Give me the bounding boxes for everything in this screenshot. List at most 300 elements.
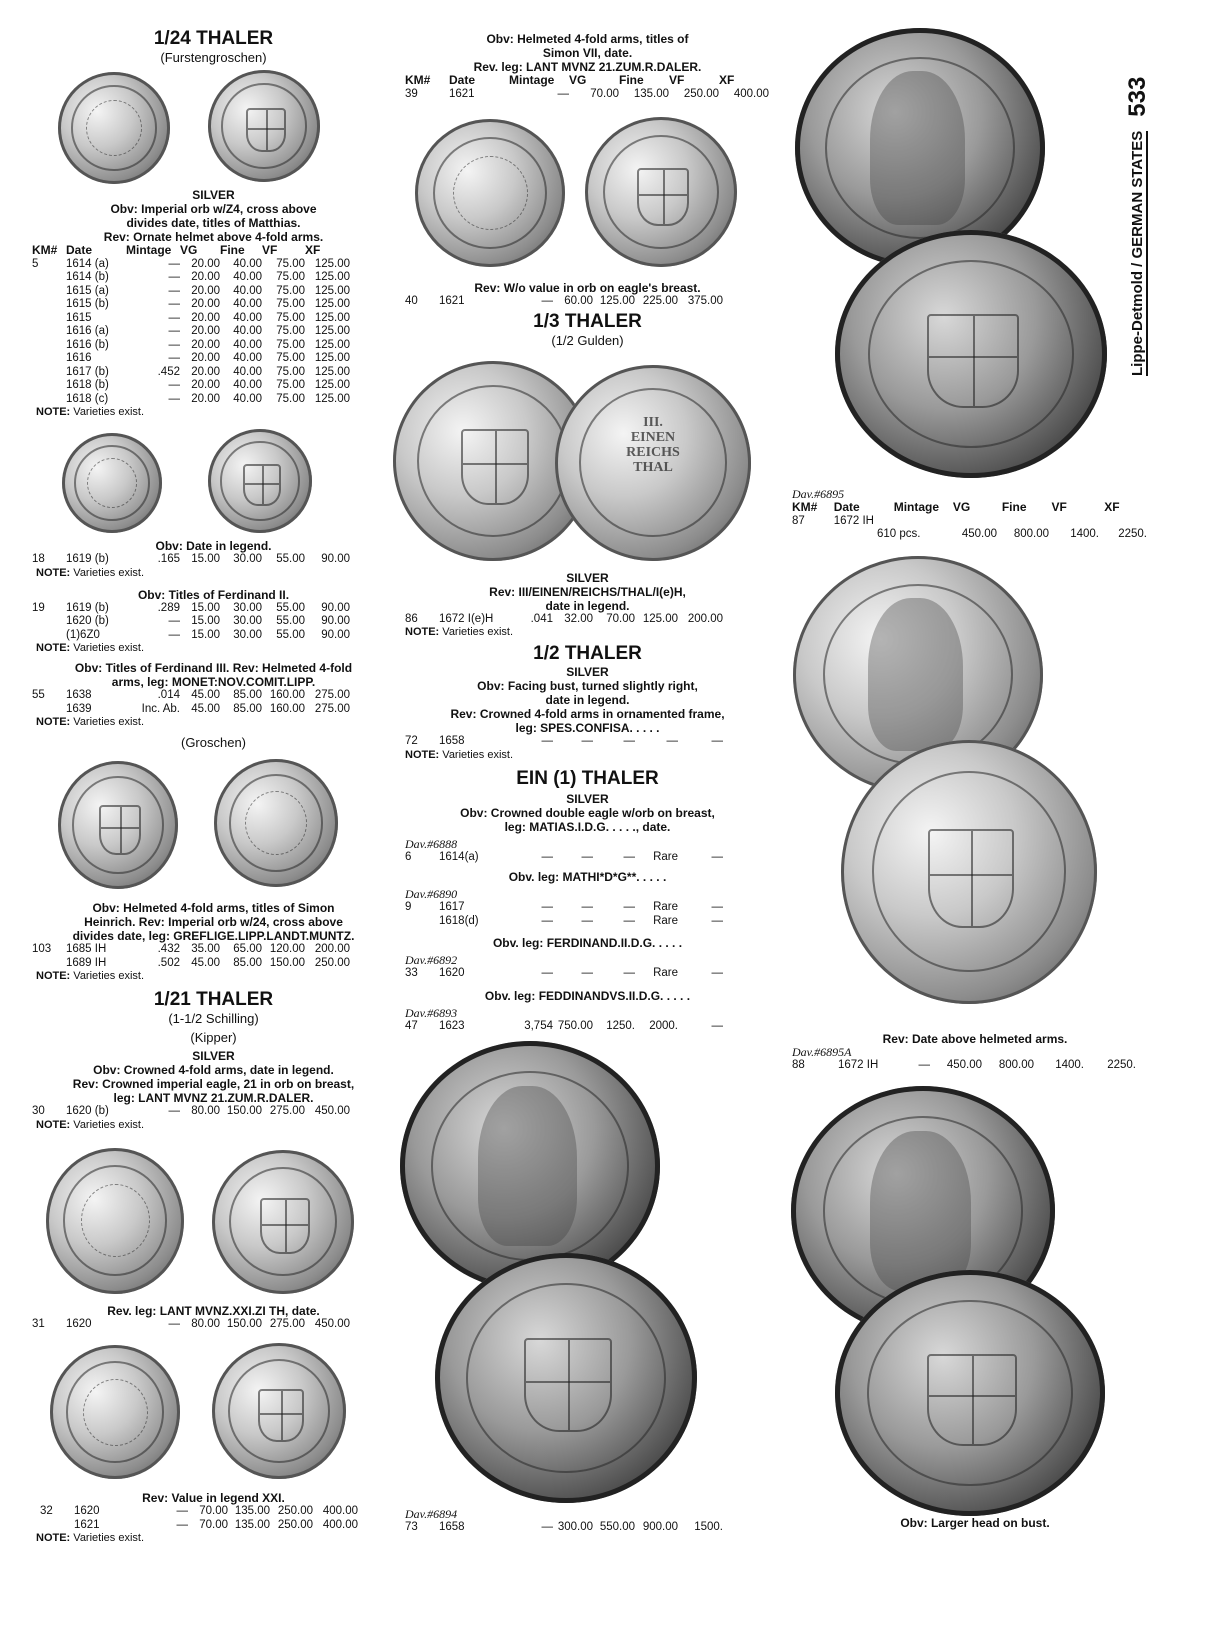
table-cell: — (168, 284, 180, 297)
table-cell: 1617 (b) (66, 365, 109, 378)
note-varieties: NOTE: Varieties exist. (36, 642, 145, 654)
table-cell: — (168, 352, 180, 364)
table-cell: 1621 (439, 295, 465, 307)
table-cell (32, 393, 66, 407)
coin-images-km32 (36, 1331, 391, 1491)
price-table-km18 (32, 553, 350, 567)
table-cell: 75.00 (276, 284, 305, 297)
table-cell: 20.00 (191, 284, 220, 297)
table-row (405, 88, 769, 102)
table-cell (40, 1519, 74, 1533)
table-row (405, 295, 723, 309)
table-cell: 20.00 (191, 392, 220, 405)
table-cell: 80.00 (191, 1317, 220, 1330)
header-location: Lippe-Detmold / GERMAN STATES (1128, 130, 1146, 376)
coin-images-km103 (36, 751, 391, 901)
table-cell: 20.00 (191, 352, 220, 364)
table-cell: 1500. (694, 1521, 723, 1533)
table-cell: 125.00 (314, 379, 350, 391)
table-cell: 1620 (b) (66, 1105, 109, 1117)
km18-description: Obv: Date in legend. (155, 539, 272, 553)
table-cell: .165 (157, 553, 180, 565)
coin-images-km73 (405, 1033, 770, 1508)
table-cell: 20.00 (191, 298, 220, 310)
table-cell (1002, 515, 1052, 529)
coin-reverse-image (435, 1253, 697, 1503)
table-row (405, 1020, 723, 1034)
table-cell: — (581, 850, 593, 863)
table-cell: 40.00 (233, 311, 262, 324)
table-row (32, 352, 350, 366)
table-row (32, 312, 350, 326)
dav-number: Dav.#6888 (405, 836, 458, 851)
section-title-1-3-thaler: 1/3 THALER (533, 310, 642, 332)
table-cell: — (168, 628, 180, 641)
table-cell: 1619 (b) (66, 601, 109, 614)
table-cell: 15.00 (191, 628, 220, 641)
table-cell: 39 (405, 87, 418, 100)
dav-number: Dav.#6892 (405, 953, 458, 967)
price-table-km47 (405, 1020, 723, 1034)
price-table-km31 (32, 1318, 350, 1332)
table-cell: 1620 (439, 967, 465, 979)
table-cell: 75.00 (276, 311, 305, 324)
table-cell: — (711, 914, 723, 927)
coin-obverse-image (795, 28, 1045, 268)
table-cell: 80.00 (191, 1105, 220, 1117)
table-row (32, 689, 350, 703)
table-cell: 40.00 (233, 379, 262, 391)
km30-description: SILVER Obv: Crowned 4-fold arms, date in legend. Rev: Crowned imperial eagle, 21 in orb on breast, leg: LANT MVNZ 21.ZUM.R.DALER. (72, 1049, 355, 1105)
coin-obverse-image (58, 72, 170, 184)
table-cell: — (168, 311, 180, 324)
table-cell: — (168, 257, 180, 270)
section-subtitle-kipper: (Kipper) (190, 1030, 237, 1045)
note-varieties: NOTE: Varieties exist. (405, 626, 514, 638)
table-cell: 15.00 (191, 601, 220, 614)
table-cell: — (541, 295, 553, 307)
coin-obverse-image (58, 761, 178, 889)
coin-reverse-image (585, 117, 737, 267)
table-cell: 150.00 (269, 956, 305, 969)
table-cell: — (623, 735, 635, 747)
note-varieties: NOTE: Varieties exist. (36, 1118, 145, 1131)
table-cell: 400.00 (322, 1518, 358, 1531)
table-cell: 103 (32, 943, 52, 955)
table-cell: 31 (32, 1317, 45, 1330)
table-row (40, 1505, 358, 1519)
table-row (32, 285, 350, 299)
table-cell: 30.00 (233, 601, 262, 614)
table-cell: 90.00 (321, 615, 350, 627)
price-table-km103 (32, 943, 350, 970)
table-cell: 135.00 (234, 1518, 270, 1531)
table-row (32, 271, 350, 285)
table-cell: 90.00 (321, 628, 350, 641)
table-cell: 75.00 (276, 365, 305, 378)
table-cell: 1620 (66, 1317, 92, 1330)
table-cell (32, 379, 66, 393)
table-cell: 75.00 (276, 392, 305, 405)
coin-images-final (795, 1072, 1155, 1520)
table-cell: 87 (792, 514, 805, 527)
coin-obverse-image (46, 1148, 184, 1294)
table-cell: 47 (405, 1019, 418, 1032)
table-cell: 75.00 (276, 352, 305, 364)
table-cell: 125.00 (314, 284, 350, 297)
table-cell: 1618(d) (439, 914, 479, 927)
table-cell: 1616 (66, 352, 92, 364)
table-cell: — (168, 338, 180, 351)
table-row (32, 298, 350, 312)
table-cell: 5 (32, 257, 39, 270)
km9-description: Obv. leg: MATHI*D*G**. . . . . (508, 870, 667, 884)
table-cell: 73 (405, 1521, 418, 1533)
th-date: Date (66, 243, 93, 257)
table-row (32, 615, 350, 629)
coin-obverse-image (62, 433, 162, 533)
table-cell: 2000. (649, 1019, 678, 1032)
table-cell (32, 271, 66, 285)
table-cell (894, 515, 953, 529)
table-cell (32, 352, 66, 366)
th-fine: Fine (220, 243, 245, 257)
table-cell: — (711, 901, 723, 913)
column-3 (792, 0, 1155, 1530)
table-cell: — (168, 271, 180, 283)
page-number: 533 (1124, 76, 1151, 117)
table-cell: 1658 (439, 1521, 465, 1533)
table-cell: 1672 I(e)H (439, 612, 494, 625)
coin-images-km18 (36, 419, 391, 539)
table-cell: 375.00 (687, 295, 723, 307)
table-cell: 75.00 (276, 271, 305, 283)
table-cell: — (581, 735, 593, 747)
table-cell: 32 (40, 1505, 53, 1517)
table-cell: — (541, 914, 553, 927)
table-cell: 1638 (66, 689, 92, 701)
dav-number: Dav.#6893 (405, 1005, 458, 1020)
table-cell: 400.00 (733, 87, 769, 100)
table-cell: — (541, 1521, 553, 1533)
table-cell: 200.00 (687, 612, 723, 625)
table-row (405, 967, 723, 981)
table-cell: 70.00 (199, 1518, 228, 1531)
dav-number: Dav.#6895 (792, 487, 845, 501)
table-cell (1052, 515, 1105, 529)
table-row (32, 379, 350, 393)
table-cell: 1672 IH (833, 514, 874, 527)
price-table-km40 (405, 295, 723, 309)
dav-number: Dav.#6894 (405, 1507, 458, 1521)
table-cell: 1618 (b) (66, 379, 109, 391)
table-row (405, 1521, 723, 1535)
table-cell: 45.00 (191, 956, 220, 969)
table-cell: 30 (32, 1105, 45, 1117)
km72-description: SILVER Obv: Facing bust, turned slightly right, date in legend. Rev: Crowned 4-fold arms in ornamented frame, leg: SPES.CONFISA. . . . . (450, 665, 725, 735)
table-cell: 450.00 (314, 1317, 350, 1330)
table-cell: Rare (653, 901, 678, 913)
table-cell: 20.00 (191, 271, 220, 283)
table-row (32, 602, 350, 616)
km19-description: Obv: Titles of Ferdinand II. (137, 587, 290, 602)
table-row (405, 613, 723, 627)
table-cell: — (176, 1518, 188, 1531)
coin-reverse-image (212, 1150, 354, 1294)
table-cell: 70.00 (199, 1505, 228, 1517)
table-row (32, 957, 350, 971)
table-cell: 40.00 (233, 284, 262, 297)
table-cell: 70.00 (606, 612, 635, 625)
table-row (32, 1105, 350, 1119)
table-cell: 1615 (a) (66, 284, 109, 297)
table-cell: 1620 (b) (66, 615, 109, 627)
price-table-km39: KM# Date Mintage VG Fine VF XF 39 1621 — 70.00 135.00 250.00 400.00 (405, 73, 769, 100)
table-cell: 1614(a) (439, 850, 479, 863)
km103-description: Obv: Helmeted 4-fold arms, titles of Simon Heinrich. Rev: Imperial orb w/24, cross above divides date, leg: GREFLIGE.LIPP.LANDT.MUNTZ. (72, 901, 355, 943)
table-cell: 125.00 (314, 257, 350, 270)
note-varieties: NOTE: Varieties exist. (36, 566, 145, 579)
km88-description: Rev: Date above helmeted arms. (882, 1031, 1068, 1046)
table-cell: — (541, 735, 553, 747)
table-cell: 125.00 (314, 338, 350, 351)
table-cell: — (711, 1019, 723, 1032)
price-table-km88: 88 1672 IH — 450.00 800.00 1400. 2250. (792, 1058, 1136, 1071)
coin-reverse-image (555, 365, 751, 561)
km47-description: Obv. leg: FEDDINANDVS.II.D.G. . . . . (484, 988, 691, 1003)
note-varieties: NOTE: Varieties exist. (36, 970, 145, 982)
table-cell: — (541, 967, 553, 979)
table-cell: 30.00 (233, 615, 262, 627)
coin-images-km40 (405, 101, 770, 281)
table-cell: 20.00 (191, 365, 220, 378)
section-title-1-21-thaler: 1/21 THALER (153, 989, 274, 1010)
coin-reverse-image (835, 230, 1107, 478)
table-cell: 75.00 (276, 257, 305, 270)
table-cell (953, 515, 1002, 529)
table-cell: .432 (157, 943, 180, 955)
groschen-subtitle: (Groschen) (180, 735, 247, 750)
table-cell: 225.00 (642, 295, 678, 307)
table-row (32, 393, 350, 407)
table-cell: 1614 (b) (66, 271, 109, 283)
table-cell: 125.00 (314, 352, 350, 364)
table-cell: 55.00 (276, 615, 305, 627)
table-row (32, 339, 350, 353)
table-row (32, 325, 350, 339)
dav-number: Dav.#6895A (792, 1044, 852, 1059)
coin-images-1-24 (36, 66, 391, 188)
table-cell: 75.00 (276, 298, 305, 310)
table-cell: — (168, 298, 180, 310)
price-table-km6 (405, 851, 723, 865)
table-cell: 250.00 (314, 956, 350, 969)
table-cell: 1617 (439, 901, 465, 913)
table-cell: .041 (530, 612, 553, 625)
table-cell: 125.00 (642, 612, 678, 625)
table-cell: 45.00 (191, 689, 220, 701)
table-row (32, 943, 350, 957)
table-cell: 900.00 (642, 1521, 678, 1533)
table-row (792, 515, 1155, 529)
table-cell (32, 615, 66, 629)
table-cell: 20.00 (191, 338, 220, 351)
table-cell: 65.00 (233, 943, 262, 955)
table-cell: — (666, 735, 678, 747)
table-cell: 125.00 (314, 392, 350, 405)
price-table-km32 (40, 1505, 358, 1532)
km31-description: Rev. leg: LANT MVNZ.XXI.ZI TH, date. (107, 1303, 320, 1318)
km55-description: Obv: Titles of Ferdinand III. Rev: Helmeted 4-fold arms, leg: MONET:NOV.COMIT.LIPP. (74, 661, 353, 689)
table-cell: — (581, 914, 593, 927)
table-cell: 18 (32, 553, 45, 565)
table-cell: 275.00 (314, 702, 350, 715)
coin-obverse-image (415, 119, 565, 267)
coin-reverse-image (841, 740, 1097, 1004)
price-table-km87: KM# Date Mintage VG Fine VF XF 87 1672 IH (792, 501, 1155, 528)
table-cell: — (711, 967, 723, 979)
table-cell: 9 (405, 901, 412, 913)
table-cell: 40.00 (233, 352, 262, 364)
coin-reverse-image (208, 70, 320, 182)
km6-description: SILVER Obv: Crowned double eagle w/orb on breast, leg: MATIAS.I.D.G. . . . ., date. (460, 791, 715, 834)
table-cell: Rare (653, 967, 678, 979)
table-cell: 3,754 (524, 1019, 553, 1032)
table-cell: 1250. (606, 1019, 635, 1032)
table-cell: 125.00 (314, 311, 350, 324)
table-cell: 85.00 (233, 702, 262, 715)
coin-reverse-image (214, 759, 338, 887)
section-title-1-24-thaler: 1/24 THALER (153, 28, 274, 49)
table-cell: 160.00 (269, 702, 305, 715)
table-cell: 275.00 (314, 689, 350, 701)
table-cell: 85.00 (233, 956, 262, 969)
table-cell: — (623, 914, 635, 927)
table-cell: 135.00 (234, 1505, 270, 1517)
table-cell: 30.00 (233, 553, 262, 565)
table-cell: .502 (157, 956, 180, 969)
table-cell (32, 703, 66, 717)
th-vf: VF (262, 243, 278, 257)
coin-images-km31 (36, 1132, 391, 1304)
table-cell: 1621 (74, 1518, 100, 1531)
table-cell: 1621 (449, 87, 475, 100)
table-row (32, 1318, 350, 1332)
column-1 (32, 0, 391, 1545)
note-varieties: NOTE: Varieties exist. (36, 406, 145, 418)
table-cell: 40.00 (233, 257, 262, 270)
coin-images-km86 (405, 349, 770, 571)
price-table-km86 (405, 613, 723, 627)
table-cell: 20.00 (191, 379, 220, 391)
table-cell: 45.00 (191, 702, 220, 715)
coin-reverse-image (208, 429, 312, 533)
table-cell: 150.00 (226, 1317, 262, 1330)
table-cell: 160.00 (269, 689, 305, 701)
table-cell: 1658 (439, 735, 465, 747)
table-cell: 1689 IH (66, 956, 107, 969)
final-description: Obv: Larger head on bust. (900, 1516, 1050, 1530)
table-cell: 40.00 (233, 271, 262, 283)
table-cell: 300.00 (557, 1521, 593, 1533)
table-cell: 15.00 (191, 615, 220, 627)
table-cell: 55.00 (276, 601, 305, 614)
table-cell: 250.00 (277, 1505, 313, 1517)
table-cell: 35.00 (191, 943, 220, 955)
coin-images-km87 (795, 0, 1155, 488)
table-cell: — (581, 967, 593, 979)
table-cell: 125.00 (314, 325, 350, 337)
table-cell: 40.00 (233, 365, 262, 378)
table-cell: 275.00 (269, 1105, 305, 1117)
table-cell: 55.00 (276, 628, 305, 641)
table-cell: 86 (405, 612, 418, 625)
note-varieties: NOTE: Varieties exist. (36, 716, 145, 728)
table-cell (1104, 515, 1155, 529)
table-cell: 20.00 (191, 311, 220, 324)
section-subtitle: (1-1/2 Schilling) (168, 1011, 259, 1026)
price-table-km30 (32, 1105, 350, 1119)
table-cell: 1615 (66, 311, 92, 324)
price-table-km33 (405, 967, 723, 981)
th-xf: XF (305, 243, 321, 257)
table-cell: — (168, 379, 180, 391)
column-2 (405, 0, 770, 1535)
table-cell: 450.00 (314, 1105, 350, 1117)
price-table-km73 (405, 1521, 723, 1535)
price-table-km5 (32, 244, 350, 406)
table-cell: .014 (157, 689, 180, 701)
table-cell: 40.00 (233, 325, 262, 337)
table-cell: 1619 (b) (66, 553, 109, 565)
km33-description: Obv. leg: FERDINAND.II.D.G. . . . . (492, 936, 683, 950)
table-cell: 40.00 (233, 298, 262, 310)
table-cell (32, 285, 66, 299)
table-cell: 75.00 (276, 325, 305, 337)
table-row (40, 1519, 358, 1533)
table-cell: 125.00 (599, 295, 635, 307)
coin-obverse-image (50, 1345, 180, 1479)
table-cell (405, 915, 439, 929)
table-cell (32, 366, 66, 380)
table-cell: — (168, 1105, 180, 1117)
price-table-km19 (32, 602, 350, 643)
description-silver: SILVER Obv: Imperial orb w/Z4, cross above divides date, titles of Matthias. Rev: Ornate helmet above 4-fold arms. (103, 188, 324, 244)
table-cell: (1)6Z0 (66, 628, 100, 641)
coin-legend-text: III. EINEN REICHS THAL (626, 415, 680, 476)
table-cell: 1623 (439, 1019, 465, 1032)
section-subtitle: (Furstengroschen) (160, 50, 267, 65)
km32-description: Rev: Value in legend XXI. (142, 1491, 285, 1505)
table-cell: 1618 (c) (66, 392, 109, 405)
price-table-km72 (405, 735, 723, 749)
table-cell: 1615 (b) (66, 298, 109, 310)
table-cell: 6 (405, 850, 412, 863)
table-cell: 1616 (b) (66, 338, 109, 351)
table-cell: 1639 (66, 702, 92, 715)
table-cell: — (581, 901, 593, 913)
table-row (32, 703, 350, 717)
table-cell: 55 (32, 689, 45, 701)
table-cell: 85.00 (233, 689, 262, 701)
coin-reverse-image (835, 1270, 1105, 1516)
table-cell: — (168, 392, 180, 405)
note-varieties: NOTE: Varieties exist. (405, 748, 514, 761)
price-table-km9 (405, 901, 723, 928)
table-cell: 250.00 (683, 87, 719, 100)
table-row (32, 258, 350, 272)
coin-reverse-image (212, 1343, 346, 1479)
